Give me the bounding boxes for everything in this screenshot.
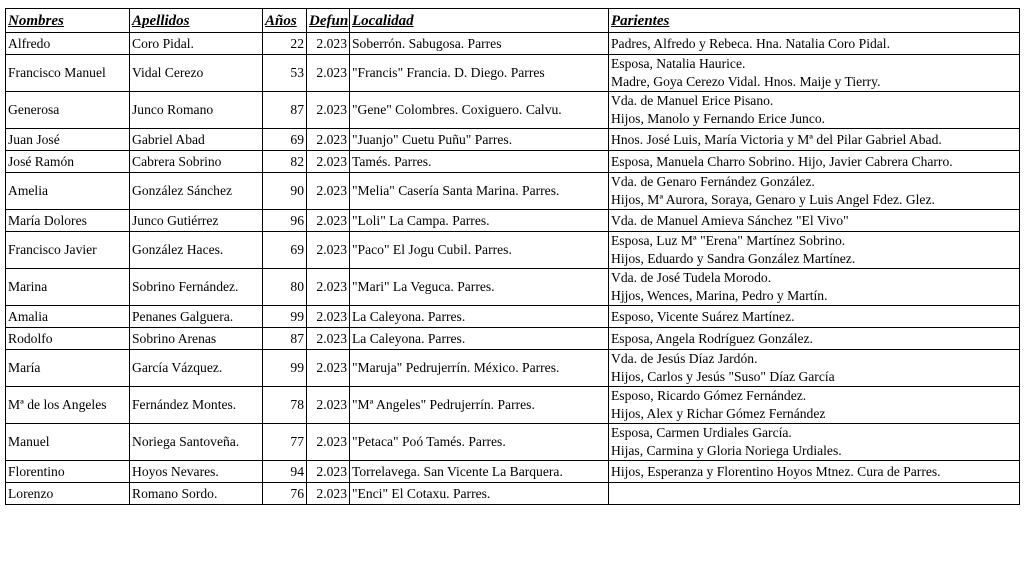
cell-apellidos: González Haces. (130, 232, 263, 269)
cell-parientes (609, 129, 1020, 151)
cell-nombres: Alfredo (6, 33, 130, 55)
cell-nombres: Francisco Javier (6, 232, 130, 269)
cell-defun: 2.023 (307, 151, 350, 173)
parientes-line: Esposo, Ricardo Gómez Fernández. (611, 388, 807, 403)
cell-parientes (609, 328, 1020, 350)
table-row (6, 424, 1020, 461)
cell-parientes (609, 33, 1020, 55)
parientes-line: Esposa, Luz Mª "Erena" Martínez Sobrino. (611, 233, 846, 248)
cell-localidad: Torrelavega. San Vicente La Barquera. (350, 461, 609, 483)
cell-defun: 2.023 (307, 350, 350, 387)
header-row (6, 9, 1020, 33)
cell-parientes (609, 483, 1020, 505)
parientes-line: Hijos, Eduardo y Sandra González Martínez. (611, 251, 856, 266)
parientes-line: Padres, Alfredo y Rebeca. Hna. Natalia Coro Pidal. (611, 35, 890, 51)
cell-nombres: Lorenzo (6, 483, 130, 505)
header-defun: Defun (307, 9, 350, 33)
table-row (6, 387, 1020, 424)
parientes-line: Hjjos, Wences, Marina, Pedro y Martín. (611, 288, 828, 303)
cell-parientes (609, 306, 1020, 328)
cell-nombres: Francisco Manuel (6, 55, 130, 92)
obituary-sheet (5, 8, 1019, 505)
cell-localidad: "Mari" La Veguca. Parres. (350, 269, 609, 306)
cell-parientes (609, 424, 1020, 461)
cell-localidad: "Enci" El Cotaxu. Parres. (350, 483, 609, 505)
cell-anos: 22 (263, 33, 307, 55)
cell-apellidos: Penanes Galguera. (130, 306, 263, 328)
table-row (6, 461, 1020, 483)
parientes-line: Hijos, Carlos y Jesús "Suso" Díaz García (611, 369, 835, 384)
cell-parientes (609, 232, 1020, 269)
cell-localidad: La Caleyona. Parres. (350, 306, 609, 328)
cell-anos: 80 (263, 269, 307, 306)
cell-nombres: Generosa (6, 92, 130, 129)
cell-apellidos: Fernández Montes. (130, 387, 263, 424)
cell-apellidos: Gabriel Abad (130, 129, 263, 151)
header-nombres: Nombres (6, 9, 130, 33)
cell-localidad: "Petaca" Poó Tamés. Parres. (350, 424, 609, 461)
table-row (6, 92, 1020, 129)
cell-nombres: José Ramón (6, 151, 130, 173)
parientes-line: Vda. de Manuel Amieva Sánchez "El Vivo" (611, 212, 849, 228)
cell-apellidos: Noriega Santoveña. (130, 424, 263, 461)
cell-nombres: Marina (6, 269, 130, 306)
table-row (6, 173, 1020, 210)
table-body (6, 33, 1020, 505)
cell-localidad: "Loli" La Campa. Parres. (350, 210, 609, 232)
cell-defun: 2.023 (307, 210, 350, 232)
cell-parientes (609, 350, 1020, 387)
cell-apellidos: Vidal Cerezo (130, 55, 263, 92)
cell-apellidos: Junco Romano (130, 92, 263, 129)
cell-nombres: Manuel (6, 424, 130, 461)
cell-defun: 2.023 (307, 306, 350, 328)
cell-localidad: "Paco" El Jogu Cubil. Parres. (350, 232, 609, 269)
parientes-line: Esposa, Carmen Urdiales García. (611, 425, 792, 440)
cell-nombres: Rodolfo (6, 328, 130, 350)
cell-nombres: Amelia (6, 173, 130, 210)
cell-anos: 99 (263, 350, 307, 387)
parientes-line: Vda. de Manuel Erice Pisano. (611, 93, 774, 108)
cell-parientes (609, 210, 1020, 232)
parientes-line: Vda. de José Tudela Morodo. (611, 270, 772, 285)
cell-apellidos: Coro Pidal. (130, 33, 263, 55)
cell-defun: 2.023 (307, 461, 350, 483)
cell-defun: 2.023 (307, 129, 350, 151)
cell-nombres: Amalia (6, 306, 130, 328)
cell-parientes (609, 173, 1020, 210)
cell-anos: 99 (263, 306, 307, 328)
cell-apellidos: Sobrino Arenas (130, 328, 263, 350)
cell-anos: 87 (263, 328, 307, 350)
table-row (6, 210, 1020, 232)
cell-defun: 2.023 (307, 92, 350, 129)
cell-localidad: Tamés. Parres. (350, 151, 609, 173)
cell-parientes (609, 387, 1020, 424)
obituary-table (5, 8, 1020, 505)
parientes-line: Hijos, Alex y Richar Gómez Fernández (611, 406, 826, 421)
table-row (6, 55, 1020, 92)
cell-apellidos: Sobrino Fernández. (130, 269, 263, 306)
cell-apellidos: García Vázquez. (130, 350, 263, 387)
cell-anos: 69 (263, 232, 307, 269)
parientes-line: Hijos, Manolo y Fernando Erice Junco. (611, 111, 826, 126)
header-parientes: Parientes (609, 9, 1020, 33)
cell-localidad: "Melia" Casería Santa Marina. Parres. (350, 173, 609, 210)
cell-localidad: "Mª Angeles" Pedrujerrín. Parres. (350, 387, 609, 424)
cell-apellidos: Cabrera Sobrino (130, 151, 263, 173)
header-localidad: Localidad (350, 9, 609, 33)
header-anos: Años (263, 9, 307, 33)
parientes-line: Hijos, Esperanza y Florentino Hoyos Mtnez. Cura de Parres. (611, 463, 941, 479)
table-row (6, 350, 1020, 387)
parientes-line: Esposo, Vicente Suárez Martínez. (611, 308, 795, 324)
table-row (6, 129, 1020, 151)
cell-defun: 2.023 (307, 173, 350, 210)
cell-anos: 53 (263, 55, 307, 92)
cell-defun: 2.023 (307, 232, 350, 269)
cell-defun: 2.023 (307, 269, 350, 306)
cell-anos: 77 (263, 424, 307, 461)
cell-localidad: "Gene" Colombres. Coxiguero. Calvu. (350, 92, 609, 129)
cell-nombres: Mª de los Angeles (6, 387, 130, 424)
header-apellidos: Apellidos (130, 9, 263, 33)
cell-anos: 78 (263, 387, 307, 424)
table-row (6, 232, 1020, 269)
parientes-line: Esposa, Angela Rodríguez González. (611, 330, 813, 346)
cell-parientes (609, 92, 1020, 129)
parientes-line: Vda. de Genaro Fernández González. (611, 174, 815, 189)
cell-nombres: María Dolores (6, 210, 130, 232)
table-row (6, 151, 1020, 173)
parientes-line: Vda. de Jesús Díaz Jardón. (611, 351, 758, 366)
cell-anos: 69 (263, 129, 307, 151)
cell-anos: 82 (263, 151, 307, 173)
cell-apellidos: González Sánchez (130, 173, 263, 210)
cell-defun: 2.023 (307, 387, 350, 424)
cell-parientes (609, 151, 1020, 173)
cell-anos: 90 (263, 173, 307, 210)
parientes-line: Esposa, Manuela Charro Sobrino. Hijo, Javier Cabrera Charro. (611, 153, 953, 169)
cell-anos: 76 (263, 483, 307, 505)
cell-parientes (609, 461, 1020, 483)
cell-defun: 2.023 (307, 483, 350, 505)
table-row (6, 306, 1020, 328)
parientes-line: Madre, Goya Cerezo Vidal. Hnos. Maije y Tierry. (611, 74, 881, 89)
cell-parientes (609, 55, 1020, 92)
cell-apellidos: Junco Gutiérrez (130, 210, 263, 232)
cell-localidad: Soberrón. Sabugosa. Parres (350, 33, 609, 55)
cell-nombres: María (6, 350, 130, 387)
cell-anos: 96 (263, 210, 307, 232)
cell-localidad: "Maruja" Pedrujerrín. México. Parres. (350, 350, 609, 387)
cell-apellidos: Hoyos Nevares. (130, 461, 263, 483)
cell-defun: 2.023 (307, 424, 350, 461)
table-row (6, 483, 1020, 505)
cell-localidad: "Juanjo" Cuetu Puñu" Parres. (350, 129, 609, 151)
table-row (6, 33, 1020, 55)
cell-defun: 2.023 (307, 328, 350, 350)
parientes-line: Esposa, Natalia Haurice. (611, 56, 746, 71)
cell-defun: 2.023 (307, 33, 350, 55)
table-row (6, 269, 1020, 306)
parientes-line: Hijas, Carmina y Gloria Noriega Urdiales. (611, 443, 842, 458)
parientes-line: Hijos, Mª Aurora, Soraya, Genaro y Luis Angel Fdez. Glez. (611, 192, 935, 207)
cell-localidad: "Francis" Francia. D. Diego. Parres (350, 55, 609, 92)
cell-anos: 87 (263, 92, 307, 129)
cell-localidad: La Caleyona. Parres. (350, 328, 609, 350)
cell-parientes (609, 269, 1020, 306)
cell-apellidos: Romano Sordo. (130, 483, 263, 505)
table-row (6, 328, 1020, 350)
cell-defun: 2.023 (307, 55, 350, 92)
parientes-line: Hnos. José Luis, María Victoria y Mª del Pilar Gabriel Abad. (611, 131, 942, 147)
cell-nombres: Juan José (6, 129, 130, 151)
cell-anos: 94 (263, 461, 307, 483)
cell-nombres: Florentino (6, 461, 130, 483)
